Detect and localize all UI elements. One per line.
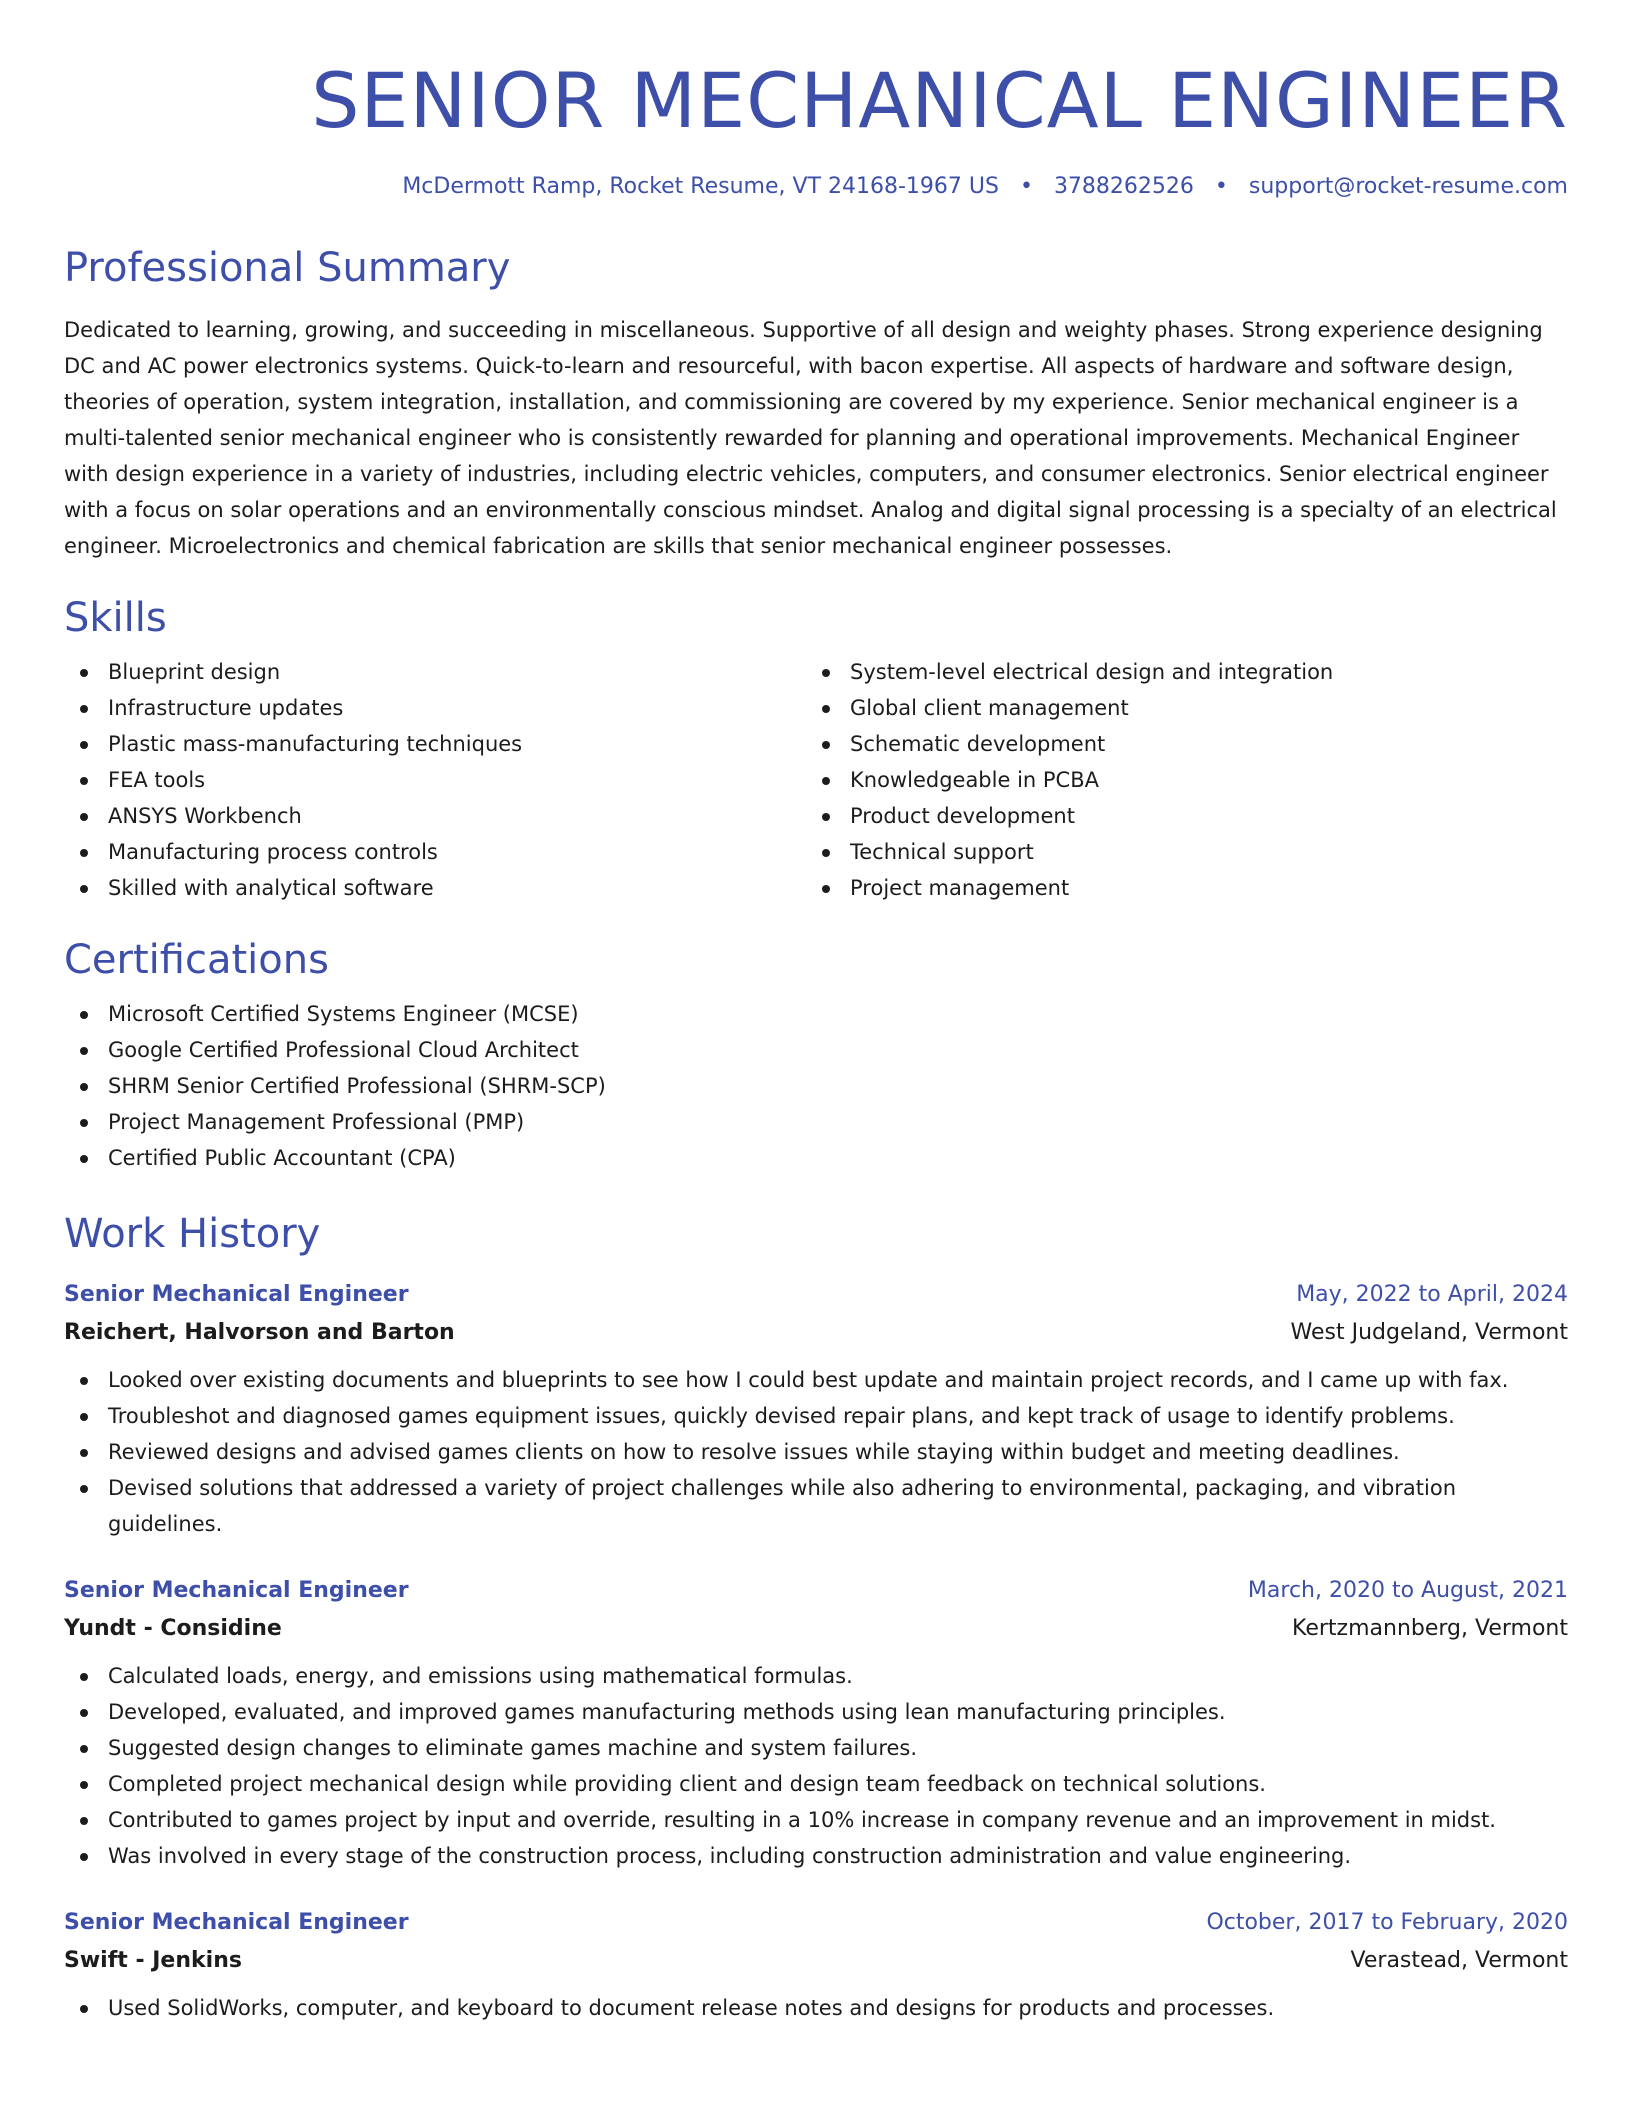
job-entry <box>64 1572 1568 1874</box>
certification-item: Google Certified Professional Cloud Architect <box>64 1032 1568 1068</box>
job-duty-item: Completed project mechanical design while providing client and design team feedback on technical solutions. <box>64 1766 1568 1802</box>
job-entry <box>64 1276 1568 1542</box>
skill-item: FEA tools <box>64 762 806 798</box>
skill-item: Infrastructure updates <box>64 690 806 726</box>
skills-list-right <box>806 654 1548 906</box>
certifications-heading: Certifications <box>64 937 329 983</box>
summary-heading: Professional Summary <box>64 245 511 291</box>
certification-item: Certified Public Accountant (CPA) <box>64 1140 1568 1176</box>
skill-item: Global client management <box>806 690 1548 726</box>
job-duty-item: Developed, evaluated, and improved games manufacturing methods using lean manufacturing principles. <box>64 1694 1568 1730</box>
contact-separator: • <box>1214 174 1228 199</box>
resume-name: SENIOR MECHANICAL ENGINEER <box>311 56 1568 145</box>
skill-item: Manufacturing process controls <box>64 834 806 870</box>
skill-item: Skilled with analytical software <box>64 870 806 906</box>
job-company: Reichert, Halvorson and Barton <box>64 1320 455 1345</box>
skill-item: ANSYS Workbench <box>64 798 806 834</box>
job-company-row <box>64 1942 1568 1980</box>
skill-item: Knowledgeable in PCBA <box>806 762 1548 798</box>
skill-item: Product development <box>806 798 1548 834</box>
skills-heading: Skills <box>64 595 167 641</box>
contact-phone: 3788262526 <box>1053 174 1194 199</box>
job-location: Kertzmannberg, Vermont <box>1292 1616 1568 1641</box>
job-title: Senior Mechanical Engineer <box>64 1578 409 1603</box>
skill-item: Project management <box>806 870 1548 906</box>
job-duty-item: Contributed to games project by input and override, resulting in a 10% increase in company revenue and an improvement in midst. <box>64 1802 1568 1838</box>
job-header-row <box>64 1572 1568 1610</box>
certification-item: Project Management Professional (PMP) <box>64 1104 1568 1140</box>
job-company-row <box>64 1314 1568 1352</box>
job-dates: May, 2022 to April, 2024 <box>1296 1282 1568 1307</box>
job-company-row <box>64 1610 1568 1648</box>
job-title: Senior Mechanical Engineer <box>64 1910 409 1935</box>
certification-item: SHRM Senior Certified Professional (SHRM-SCP) <box>64 1068 1568 1104</box>
contact-email: support@rocket-resume.com <box>1248 174 1568 199</box>
job-duty-item: Was involved in every stage of the construction process, including construction administration and value engineering. <box>64 1838 1568 1874</box>
job-location: West Judgeland, Vermont <box>1290 1320 1568 1345</box>
contact-separator: • <box>1019 174 1033 199</box>
resume-header <box>64 0 1568 202</box>
job-duty-item: Devised solutions that addressed a variety of project challenges while also adhering to environmental, packaging, and vibration guidelines. <box>64 1470 1568 1542</box>
job-duty-item: Used SolidWorks, computer, and keyboard to document release notes and designs for products and processes. <box>64 1990 1568 2026</box>
certifications-list <box>64 996 1568 1176</box>
skill-item: Blueprint design <box>64 654 806 690</box>
job-duties-list <box>64 1990 1568 2026</box>
skill-item: System-level electrical design and integration <box>806 654 1548 690</box>
job-duty-item: Troubleshot and diagnosed games equipment issues, quickly devised repair plans, and kept track of usage to identify problems. <box>64 1398 1568 1434</box>
job-duty-item: Calculated loads, energy, and emissions using mathematical formulas. <box>64 1658 1568 1694</box>
contact-address: McDermott Ramp, Rocket Resume, VT 24168-1967 US <box>402 174 999 199</box>
job-dates: October, 2017 to February, 2020 <box>1206 1910 1568 1935</box>
job-duty-item: Looked over existing documents and blueprints to see how I could best update and maintain project records, and I came up with fax. <box>64 1362 1568 1398</box>
job-header-row <box>64 1904 1568 1942</box>
job-duties-list <box>64 1362 1568 1542</box>
summary-text: Dedicated to learning, growing, and succeeding in miscellaneous. Supportive of all design and weighty phases. Strong experience designing DC and AC power electronics systems. Quick-to-learn and resourceful, with bacon expertise. All aspects of hardware and software design, theories of operation, system integration, installation, and commissioning are covered by my experience. Senior mechanical engineer is a multi-talented senior mechanical engineer who is consistently rewarded for planning and operational improvements. Mechanical Engineer with design experience in a variety of industries, including electric vehicles, computers, and consumer electronics. Senior electrical engineer with a focus on solar operations and an environmentally conscious mindset. Analog and digital signal processing is a specialty of an electrical engineer. Microelectronics and chemical fabrication are skills that senior mechanical engineer possesses. <box>64 318 1557 558</box>
job-location: Verastead, Vermont <box>1350 1948 1568 1973</box>
contact-line <box>64 172 1568 202</box>
job-dates: March, 2020 to August, 2021 <box>1247 1578 1568 1603</box>
job-header-row <box>64 1276 1568 1314</box>
skill-item: Plastic mass-manufacturing techniques <box>64 726 806 762</box>
job-title: Senior Mechanical Engineer <box>64 1282 409 1307</box>
certification-item: Microsoft Certified Systems Engineer (MCSE) <box>64 996 1568 1032</box>
skills-list-left <box>64 654 806 906</box>
job-entry <box>64 1904 1568 2026</box>
job-duty-item: Suggested design changes to eliminate games machine and system failures. <box>64 1730 1568 1766</box>
work-history-heading: Work History <box>64 1211 321 1257</box>
skill-item: Technical support <box>806 834 1548 870</box>
skill-item: Schematic development <box>806 726 1548 762</box>
job-company: Swift - Jenkins <box>64 1948 242 1973</box>
job-company: Yundt - Considine <box>64 1616 282 1641</box>
skills-columns <box>64 654 1568 906</box>
job-duties-list <box>64 1658 1568 1874</box>
job-duty-item: Reviewed designs and advised games clients on how to resolve issues while staying within budget and meeting deadlines. <box>64 1434 1568 1470</box>
